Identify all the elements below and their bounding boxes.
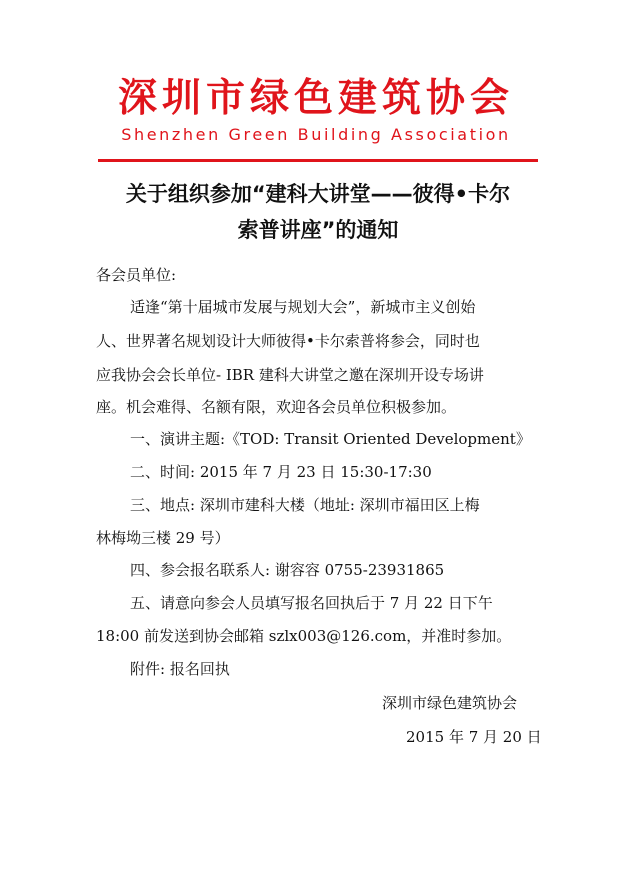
signature-organization: 深圳市绿色建筑协会: [382, 694, 518, 712]
signature-date: 2015 年 7 月 20 日: [406, 728, 542, 746]
item-topic: 一、演讲主题:《TOD: Transit Oriented Development》: [130, 430, 531, 448]
paragraph-line-2: 人、世界著名规划设计大师彼得•卡尔索普将参会，同时也: [96, 332, 480, 350]
paragraph-line-4: 座。机会难得、名额有限，欢迎各会员单位积极参加。: [96, 398, 457, 416]
item-registration-line-1: 五、请意向参会人员填写报名回执后于 7 月 22 日下午: [130, 594, 493, 612]
paragraph-line-3: 应我协会会长单位- IBR 建科大讲堂之邀在深圳开设专场讲: [96, 366, 484, 384]
item-venue-line-2: 林梅坳三楼 29 号）: [96, 529, 230, 547]
notice-title-line-1: 关于组织参加“建科大讲堂——彼得•卡尔: [125, 182, 511, 206]
item-venue-line-1: 三、地点: 深圳市建科大楼（地址: 深圳市福田区上梅: [130, 496, 480, 514]
letterhead-divider: [98, 159, 538, 162]
letterhead-title: 深圳市绿色建筑协会: [117, 76, 514, 121]
letterhead-subtitle: Shenzhen Green Building Association: [121, 125, 511, 144]
item-time: 二、时间: 2015 年 7 月 23 日 15:30-17:30: [130, 463, 432, 481]
salutation: 各会员单位:: [96, 266, 177, 284]
notice-title: [96, 176, 540, 248]
attachment-note: 附件: 报名回执: [130, 660, 230, 678]
item-registration-line-2: 18:00 前发送到协会邮箱 szlx003@126.com，并准时参加。: [96, 627, 512, 645]
notice-title-line-2: 索普讲座”的通知: [237, 218, 399, 242]
item-contact: 四、参会报名联系人: 谢容容 0755-23931865: [130, 561, 445, 579]
paragraph-line-1: 适逢“第十届城市发展与规划大会”，新城市主义创始: [130, 298, 476, 316]
